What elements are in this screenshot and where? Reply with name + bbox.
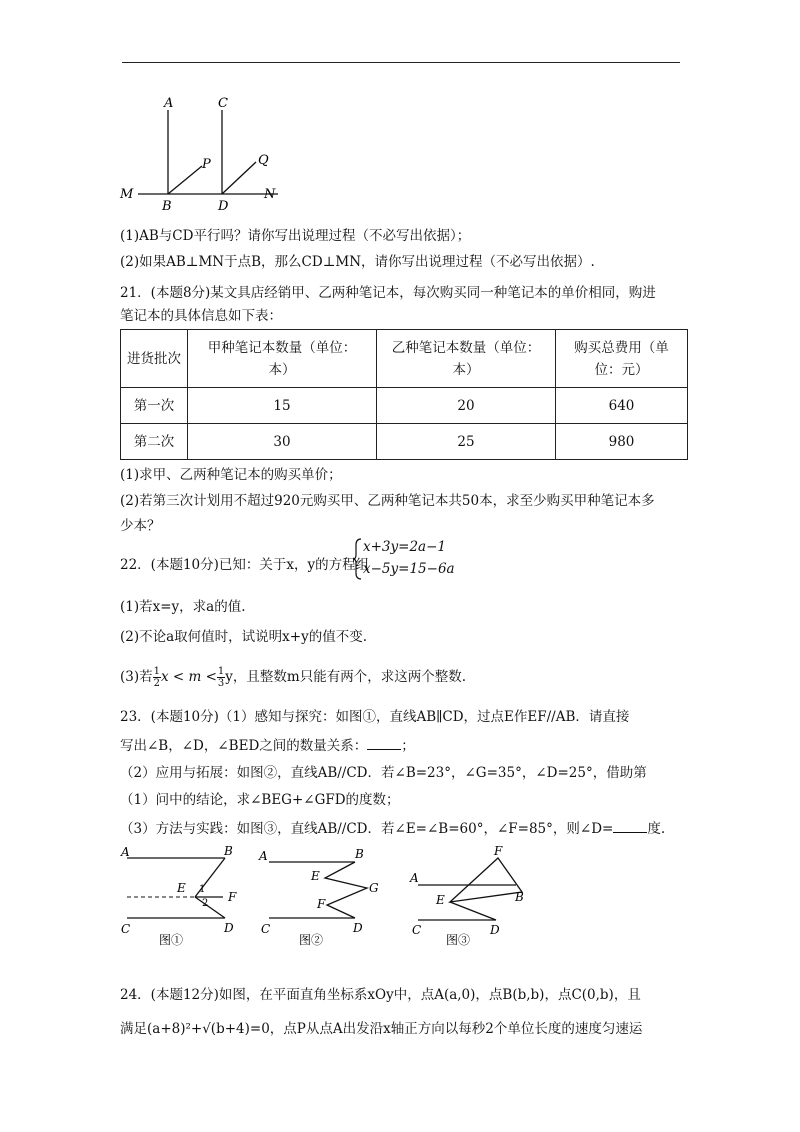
table-row <box>121 424 688 460</box>
q23-line5-text: （3）方法与实践：如图③，直线AB//CD．若∠E=∠B=60°，∠F=85°，则∠D= <box>120 821 614 837</box>
table-cell: 15 <box>188 388 377 424</box>
q21-part2-line1: (2)若第三次计划用不超过920元购买甲、乙两种笔记本共50本，求至少购买甲种笔记本多 <box>120 493 655 509</box>
q23-line5 <box>120 818 665 839</box>
header-rule <box>122 62 680 63</box>
q22-part3-mid: x < m < <box>161 669 217 685</box>
fig1-label-b: B <box>224 844 233 858</box>
label-q: Q <box>258 153 269 168</box>
fig3-label-f: F <box>494 844 503 858</box>
figure-2 <box>255 840 395 948</box>
ray-dq <box>222 162 256 194</box>
label-m: M <box>120 187 134 202</box>
label-c: C <box>218 96 228 111</box>
fig1-label-c: C <box>121 922 131 936</box>
system-brace <box>353 537 363 581</box>
table-cell: 25 <box>377 424 556 460</box>
table-header-row <box>121 330 688 388</box>
fig1-label-f: F <box>228 890 237 904</box>
fig2-label-e: E <box>311 869 320 883</box>
fig2-label-b: B <box>355 847 364 861</box>
fig2-label-f: F <box>317 897 326 911</box>
label-b: B <box>162 199 172 214</box>
q22-part2: (2)不论a取何值时，试说明x+y的值不变. <box>120 629 368 645</box>
q23-line5-end: 度. <box>647 821 666 837</box>
table-cell: 980 <box>556 424 688 460</box>
q23-line2-end: ； <box>401 738 415 754</box>
table-row <box>121 388 688 424</box>
fig1-label-2: 2 <box>202 898 209 909</box>
label-p: P <box>202 157 211 172</box>
fig3-label-d: D <box>490 923 500 937</box>
fig3-label-a: A <box>410 871 419 885</box>
figure-3 <box>402 840 532 948</box>
answer-blank[interactable] <box>367 735 401 750</box>
q22-stem: 22．(本题10分)已知：关于x，y的方程组 <box>120 557 370 573</box>
q23-line4: （1）问中的结论，求∠BEG+∠GFD的度数； <box>120 792 400 808</box>
fig3-label-c: C <box>412 923 422 937</box>
q23-line3: （2）应用与拓展：如图②，直线AB//CD．若∠B=23°，∠G=35°，∠D=25°，借助第 <box>120 765 647 781</box>
fig1-label-1: 1 <box>199 884 206 895</box>
fraction-half <box>153 666 161 689</box>
label-a: A <box>164 96 174 111</box>
q20-part2: (2)如果AB⊥MN于点B，那么CD⊥MN，请你写出说理过程（不必写出依据）. <box>120 254 595 270</box>
q22-part3-prefix: (3)若 <box>120 669 153 685</box>
fig2-label-a: A <box>259 849 268 863</box>
fig2-label-c: C <box>261 922 271 936</box>
q21-stem-line1: 21．(本题8分)某文具店经销甲、乙两种笔记本，每次购买同一种笔记本的单价相同，购进 <box>120 285 656 301</box>
q22-part3-suffix: y，且整数m只能有两个，求这两个整数. <box>225 669 467 685</box>
label-d: D <box>218 199 229 214</box>
q23-line2-text: 写出∠B，∠D，∠BED之间的数量关系： <box>120 738 368 754</box>
table-header-cell: 购买总费用（单位：元） <box>556 330 688 388</box>
table-cell: 第一次 <box>121 388 188 424</box>
fraction-den: 3 <box>217 678 225 689</box>
fig1-label-e: E <box>177 881 186 895</box>
fig3-label-b: B <box>515 890 524 904</box>
q21-part2-line2: 少本？ <box>120 518 161 534</box>
answer-blank[interactable] <box>613 818 647 833</box>
fig2-label-g: G <box>369 881 379 895</box>
q20-part1: (1)AB与CD平行吗？请你写出说理过程（不必写出依据）； <box>120 228 471 244</box>
equation-1: x+3y=2a−1 <box>363 539 446 555</box>
q21-stem-line2: 笔记本的具体信息如下表： <box>120 308 282 324</box>
table-cell: 30 <box>188 424 377 460</box>
q24-line1: 24．(本题12分)如图，在平面直角坐标系xOy中，点A(a,0)，点B(b,b)，点C(0,b)，且 <box>120 987 641 1003</box>
figure-1 <box>115 840 250 948</box>
table-header-cell: 乙种笔记本数量（单位：本） <box>377 330 556 388</box>
fig1-caption: 图① <box>159 933 184 947</box>
fraction-den: 2 <box>153 678 160 689</box>
label-n: N <box>264 187 276 202</box>
equation-2: x−5y=15−6a <box>363 561 455 577</box>
q23-line1: 23．(本题10分)（1）感知与探究：如图①，直线AB∥CD，过点E作EF//AB．请直接 <box>120 709 630 725</box>
fig3-caption: 图③ <box>446 933 471 947</box>
table-cell: 20 <box>377 388 556 424</box>
purchase-table <box>120 329 688 460</box>
parallel-lines-figure <box>110 90 290 215</box>
fig1-label-d: D <box>224 921 234 935</box>
q23-line2 <box>120 735 415 756</box>
fig2-label-d: D <box>353 921 363 935</box>
fraction-num: 1 <box>153 666 160 677</box>
table-cell: 640 <box>556 388 688 424</box>
q22-part3 <box>120 664 466 690</box>
q24-line2: 满足(a+8)²+√(b+4)=0，点P从点A出发沿x轴正方向以每秒2个单位长度的速度匀速运 <box>120 1021 643 1037</box>
fig1-label-a: A <box>121 845 130 859</box>
q21-part1: (1)求甲、乙两种笔记本的购买单价； <box>120 467 342 483</box>
fraction-num: 1 <box>217 666 225 677</box>
table-header-cell: 进货批次 <box>121 330 188 388</box>
fig3-label-e: E <box>436 893 445 907</box>
q22-part1: (1)若x=y，求a的值. <box>120 599 246 615</box>
fig2-caption: 图② <box>299 933 324 947</box>
ray-bp <box>168 166 202 194</box>
table-header-cell: 甲种笔记本数量（单位：本） <box>188 330 377 388</box>
table-cell: 第二次 <box>121 424 188 460</box>
